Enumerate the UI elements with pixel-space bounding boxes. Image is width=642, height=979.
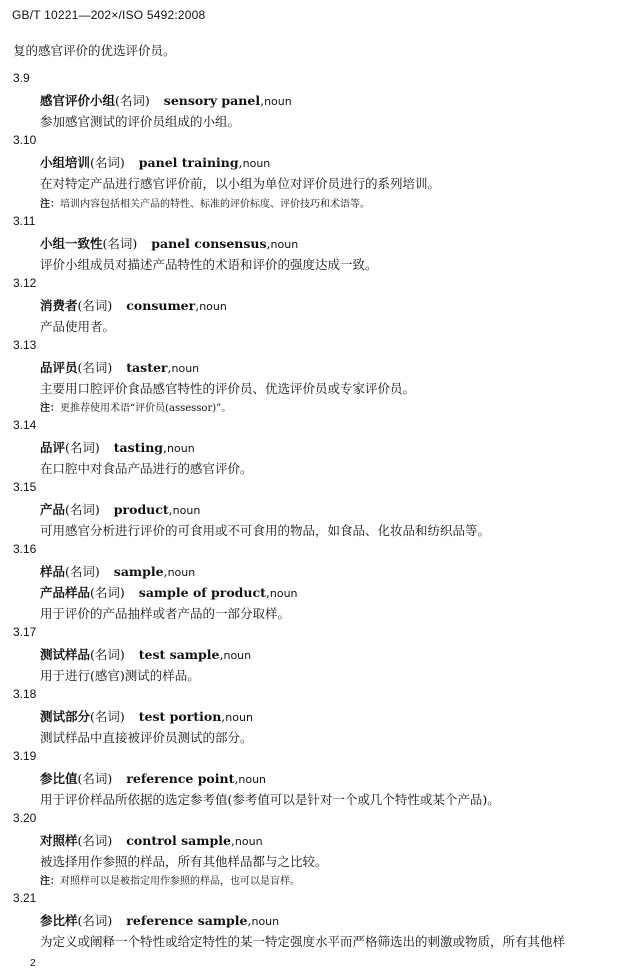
term-noun-label: noun — [225, 711, 253, 724]
term-definition: 在口腔中对食品产品进行的感官评价。 — [40, 461, 253, 476]
term-note — [40, 195, 370, 210]
term-pos: (名词) — [115, 93, 150, 108]
term-english: reference sample — [126, 913, 248, 928]
term-english: sample of product — [138, 585, 266, 600]
term-chinese: 品评 — [40, 440, 66, 455]
term-noun-label: noun — [251, 915, 280, 928]
term-chinese: 参比样 — [40, 913, 78, 928]
term-heading — [40, 438, 195, 456]
term-chinese: 测试部分 — [40, 709, 91, 724]
term-definition: 被选择用作参照的样品，所有其他样品都与之比较。 — [40, 854, 328, 869]
term-definition: 产品使用者。 — [40, 319, 116, 334]
clause-number: 3.11 — [13, 214, 36, 228]
term-english: test portion — [138, 709, 222, 724]
term-english: taster — [126, 360, 168, 375]
term-definition: 可用感官分析进行评价的可食用或不可食用的物品，如食品、化妆品和纺织品等。 — [40, 523, 491, 538]
term-pos: (名词) — [102, 236, 138, 251]
clause-number: 3.15 — [13, 480, 37, 494]
term-separator: , — [163, 440, 168, 455]
continuation-text: 复的感官评价的优选评价员。 — [13, 43, 176, 58]
term-definition: 为定义或阐释一个特性或给定特性的某一特定强度水平而严格筛选出的刺激或物质，所有其他样 — [40, 934, 566, 949]
term-pos: (名词) — [65, 502, 100, 517]
term-pos: (名词) — [90, 155, 125, 170]
clause-number: 3.9 — [13, 71, 30, 85]
term-noun-label: noun — [264, 95, 292, 108]
term-pos: (名词) — [77, 360, 113, 375]
term-definition: 参加感官测试的评价员组成的小组。 — [40, 114, 241, 129]
term-heading — [40, 234, 298, 252]
term-definition: 主要用口腔评价食品感官特性的评价员、优选评价员或专家评价员。 — [40, 381, 416, 396]
term-separator: , — [238, 155, 243, 170]
term-noun-label: noun — [199, 300, 227, 313]
term-chinese: 消费者 — [40, 298, 78, 313]
term-noun-label: noun — [171, 362, 200, 375]
term-separator: , — [163, 564, 168, 579]
term-english: tasting — [113, 440, 164, 455]
term-heading — [40, 91, 292, 109]
term-separator: , — [219, 647, 224, 662]
note-label: 注： — [40, 876, 60, 887]
term-chinese: 产品样品 — [40, 585, 91, 600]
term-english: consumer — [126, 298, 196, 313]
term-noun-label: noun — [270, 238, 299, 251]
term-separator: , — [221, 709, 226, 724]
term-separator: , — [266, 236, 271, 251]
term-english: panel training — [138, 155, 239, 170]
page-number: 2 — [30, 958, 36, 969]
term-separator: , — [168, 502, 173, 517]
term-chinese: 产品 — [40, 502, 66, 517]
term-heading — [40, 296, 227, 314]
clause-number: 3.17 — [13, 625, 37, 639]
clause-number: 3.10 — [13, 133, 37, 147]
term-chinese: 样品 — [40, 564, 66, 579]
term-english: reference point — [126, 771, 235, 786]
term-separator: , — [260, 93, 265, 108]
term-pos: (名词) — [90, 647, 125, 662]
term-definition: 用于评价的产品抽样或者产品的一部分取样。 — [40, 606, 291, 621]
term-chinese: 品评员 — [40, 360, 78, 375]
term-pos: (名词) — [77, 771, 113, 786]
term-noun-label: noun — [172, 504, 201, 517]
term-heading — [40, 358, 199, 376]
term-pos: (名词) — [90, 585, 125, 600]
term-separator: , — [265, 585, 270, 600]
term-chinese: 测试样品 — [40, 647, 91, 662]
term-pos: (名词) — [65, 440, 100, 455]
term-english: panel consensus — [151, 236, 267, 251]
term-english: product — [113, 502, 169, 517]
term-english: sensory panel — [163, 93, 261, 108]
term-definition: 用于评价样品所依据的选定参考值(参考值可以是针对一个或几个特性或某个产品)。 — [40, 792, 500, 807]
note-text: 培训内容包括相关产品的特性、标准的评价标度、评价技巧和术语等。 — [60, 199, 370, 210]
term-pos: (名词) — [65, 564, 100, 579]
term-chinese: 小组培训 — [40, 155, 91, 170]
term-separator: , — [167, 360, 172, 375]
note-text: 对照样可以是被指定用作参照的样品，也可以是盲样。 — [60, 876, 300, 887]
term-noun-label: noun — [167, 566, 196, 579]
clause-number: 3.12 — [13, 276, 37, 290]
note-label: 注： — [40, 403, 60, 414]
clause-number: 3.19 — [13, 749, 37, 763]
term-definition: 在对特定产品进行感官评价前，以小组为单位对评价员进行的系列培训。 — [40, 176, 441, 191]
term-heading — [40, 831, 263, 849]
term-heading — [40, 707, 253, 725]
term-note — [40, 399, 231, 414]
term-heading — [40, 769, 266, 787]
term-pos: (名词) — [90, 709, 125, 724]
term-separator: , — [195, 298, 200, 313]
term-definition: 评价小组成员对描述产品特性的术语和评价的强度达成一致。 — [40, 257, 378, 272]
term-pos: (名词) — [77, 913, 113, 928]
term-heading — [40, 583, 298, 601]
term-heading — [40, 500, 200, 518]
clause-number: 3.14 — [13, 418, 37, 432]
term-noun-label: noun — [223, 649, 252, 662]
term-noun-label: noun — [238, 773, 267, 786]
term-heading — [40, 562, 195, 580]
term-separator: , — [247, 913, 252, 928]
clause-number: 3.21 — [13, 891, 37, 905]
term-noun-label: noun — [167, 442, 195, 455]
term-definition: 测试样品中直接被评价员测试的部分。 — [40, 730, 253, 745]
term-noun-label: noun — [234, 835, 263, 848]
note-text: 更推荐使用术语“评价员(assessor)”。 — [60, 403, 232, 414]
term-chinese: 感官评价小组 — [40, 93, 116, 108]
note-label: 注： — [40, 199, 60, 210]
term-heading — [40, 153, 270, 171]
term-chinese: 对照样 — [40, 833, 78, 848]
standard-header: GB/T 10221—202×/ISO 5492:2008 — [12, 8, 206, 22]
term-chinese: 小组一致性 — [40, 236, 103, 251]
term-definition: 用于进行(感官)测试的样品。 — [40, 668, 200, 683]
term-heading — [40, 645, 251, 663]
clause-number: 3.13 — [13, 338, 37, 352]
term-chinese: 参比值 — [40, 771, 78, 786]
term-english: test sample — [138, 647, 220, 662]
term-separator: , — [230, 833, 235, 848]
term-heading — [40, 911, 279, 929]
clause-number: 3.18 — [13, 687, 37, 701]
term-note — [40, 872, 300, 887]
term-pos: (名词) — [77, 833, 113, 848]
term-separator: , — [234, 771, 239, 786]
term-english: control sample — [126, 833, 231, 848]
term-noun-label: noun — [269, 587, 298, 600]
term-noun-label: noun — [242, 157, 271, 170]
clause-number: 3.20 — [13, 811, 37, 825]
term-pos: (名词) — [77, 298, 113, 313]
clause-number: 3.16 — [13, 542, 37, 556]
term-english: sample — [113, 564, 164, 579]
